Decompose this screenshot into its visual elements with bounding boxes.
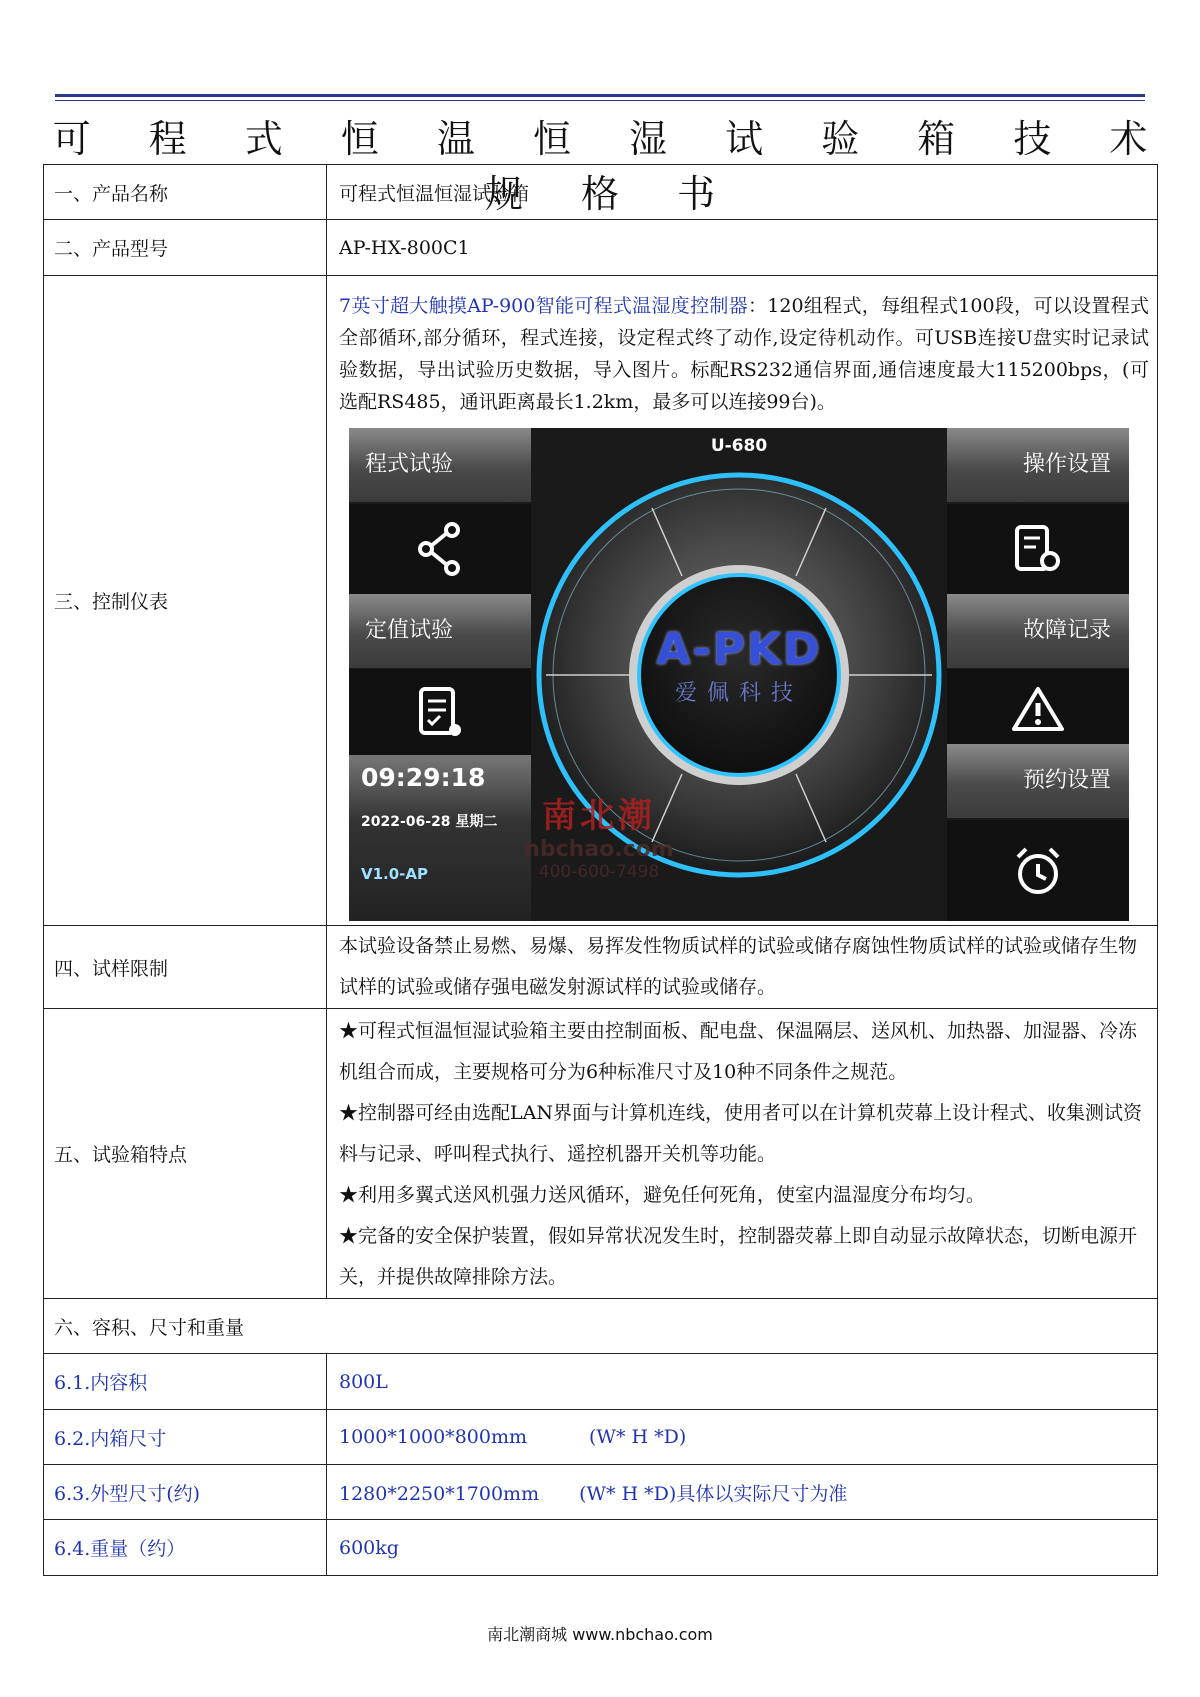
controller-description <box>339 276 1149 418</box>
controller-screen-image <box>349 428 1129 921</box>
firmware-version: V1.0-AP <box>361 865 429 883</box>
row-value-cell <box>327 1465 1158 1520</box>
clock-date: 2022-06-28 星期二 <box>361 814 498 830</box>
inner-size-note: (W* H *D) <box>589 1426 687 1448</box>
share-icon <box>349 504 531 594</box>
operation-settings-button: 操作设置 <box>947 428 1129 502</box>
header-rule-thin <box>55 100 1145 101</box>
inner-size-value: 1000*1000*800mm <box>339 1426 528 1448</box>
row-inner-size <box>44 1410 1158 1465</box>
fault-record-button: 故障记录 <box>947 594 1129 668</box>
document-title: 可 程 式 恒 温 恒 湿 试 验 箱 技 术 规 格 书 <box>52 117 1171 216</box>
section-heading: 六、容积、尺寸和重量 <box>44 1299 1158 1354</box>
row-value: AP-HX-800C1 <box>327 220 1158 276</box>
row-label: 一、产品名称 <box>44 165 327 220</box>
fixed-value-test-button: 定值试验 <box>349 594 531 668</box>
row-value: 本试验设备禁止易燃、易爆、易挥发性物质试样的试验或储存腐蚀性物质试样的试验或储存生物试样的试验或储存强电磁发射源试样的试验或储存。 <box>327 926 1158 1009</box>
clock-time: 09:29:18 <box>361 763 486 792</box>
row-label: 二、产品型号 <box>44 220 327 276</box>
outer-size-value: 1280*2250*1700mm <box>339 1482 540 1505</box>
watermark-tel: 400-600-7498 <box>538 862 660 882</box>
outer-size-note: (W* H *D)具体以实际尺寸为准 <box>579 1482 848 1505</box>
row-section-6 <box>44 1299 1158 1354</box>
program-test-button: 程式试验 <box>349 428 531 502</box>
row-value: 可程式恒温恒湿试验箱 <box>327 165 1158 220</box>
row-value: 800L <box>327 1354 1158 1410</box>
controller-text: ：120组程式，每组程式100段，可以设置程式全部循环,部分循环，程式连接，设定程式终了动作,设定待机动作。可USB连接U盘实时记录试验数据，导出试验历史数据，导入图片。标配RS232通信界面,通信速度最大115200bps，(可选配RS485，通讯距离最长1.2km，最多可以连接99台)。 <box>339 295 1149 413</box>
row-value: 600kg <box>327 1520 1158 1576</box>
row-weight <box>44 1520 1158 1576</box>
edit-doc-icon <box>349 669 531 755</box>
row-label: 四、试样限制 <box>44 926 327 1009</box>
row-label: 三、控制仪表 <box>44 276 327 926</box>
feature-item: ★利用多翼式送风机强力送风循环，避免任何死角，使室内温湿度分布均匀。 <box>339 1184 986 1206</box>
header-rule-thick <box>55 94 1145 97</box>
controller-highlight: 7英寸超大触摸AP-900智能可程式温湿度控制器 <box>339 295 748 317</box>
features-cell <box>327 1009 1158 1299</box>
alarm-clock-icon <box>947 820 1129 921</box>
row-value-cell <box>327 1410 1158 1465</box>
row-volume <box>44 1354 1158 1410</box>
watermark-en: nbchao.com <box>524 837 674 862</box>
apkd-logo: A-PKD <box>656 624 822 675</box>
feature-item: ★完备的安全保护装置，假如异常状况发生时，控制器荧幕上即自动显示故障状态，切断电源开关，并提供故障排除方法。 <box>339 1225 1138 1288</box>
row-label: 6.3.外型尺寸(约) <box>44 1465 327 1520</box>
nbchao-watermark <box>499 788 699 882</box>
row-product-name <box>44 165 1158 220</box>
settings-doc-icon <box>947 504 1129 594</box>
feature-item: ★控制器可经由选配LAN界面与计算机连线，使用者可以在计算机荧幕上设计程式、收集测试资料与记录、呼叫程式执行、遥控机器开关机等功能。 <box>339 1102 1142 1165</box>
feature-item: ★可程式恒温恒湿试验箱主要由控制面板、配电盘、保温隔层、送风机、加热器、加湿器、冷冻机组合而成，主要规格可分为6种标准尺寸及10种不同条件之规范。 <box>339 1020 1138 1083</box>
row-features <box>44 1009 1158 1299</box>
watermark-cn: 南北潮 <box>542 796 656 836</box>
row-label: 6.4.重量（约） <box>44 1520 327 1576</box>
row-label: 五、试验箱特点 <box>44 1009 327 1299</box>
screen-model: U-680 <box>710 436 768 456</box>
apkd-logo-subtitle: 爱佩科技 <box>674 681 803 706</box>
spec-table <box>43 164 1158 1576</box>
schedule-settings-button: 预约设置 <box>947 744 1129 818</box>
warning-icon <box>947 669 1129 749</box>
page-footer: 南北潮商城 www.nbchao.com <box>487 1625 713 1644</box>
controller-cell <box>327 276 1158 926</box>
row-sample-limit <box>44 926 1158 1009</box>
row-controller <box>44 276 1158 926</box>
row-outer-size <box>44 1465 1158 1520</box>
row-label: 6.1.内容积 <box>44 1354 327 1410</box>
row-product-model <box>44 220 1158 276</box>
row-label: 6.2.内箱尺寸 <box>44 1410 327 1465</box>
